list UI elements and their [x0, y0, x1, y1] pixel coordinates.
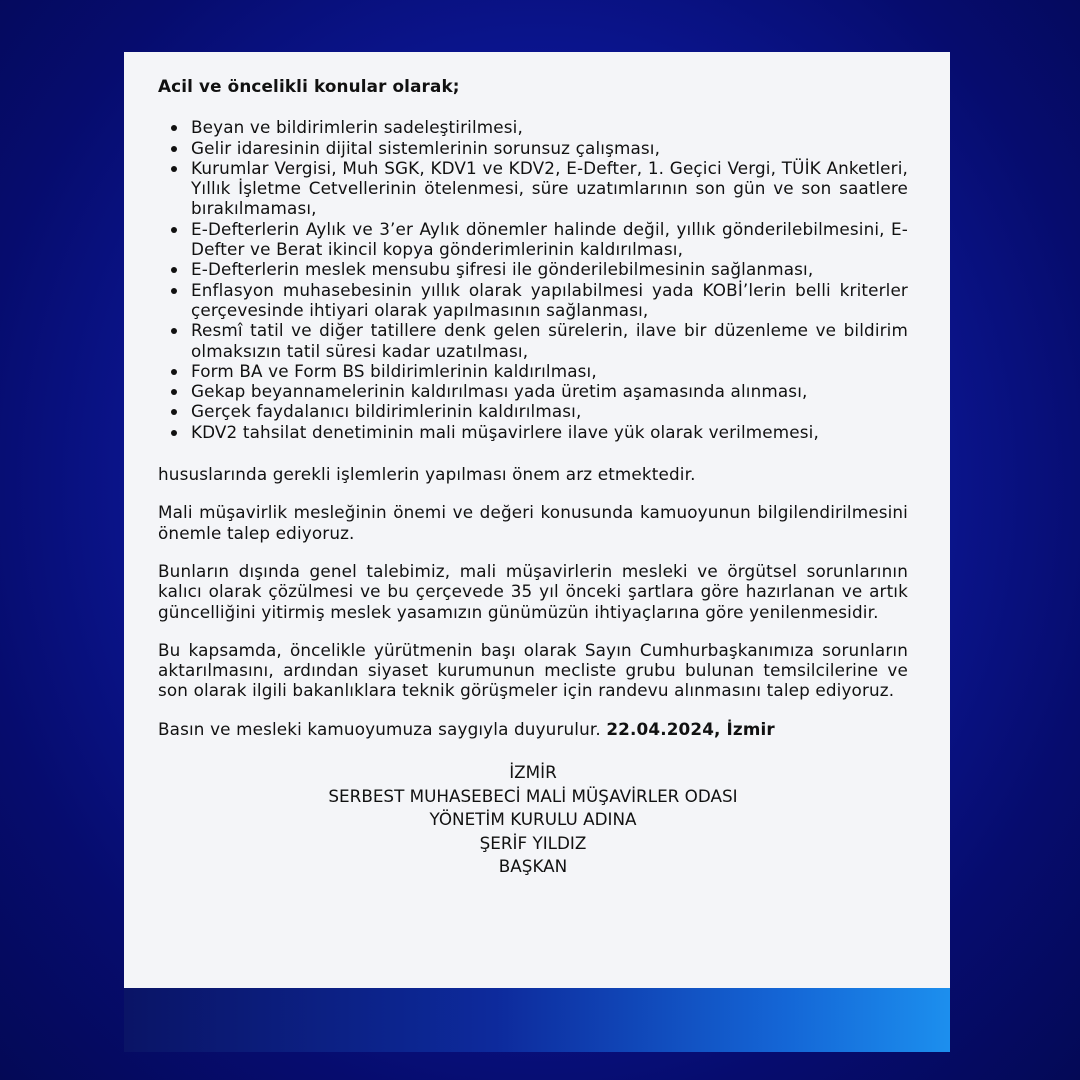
list-item: E-Defterlerin meslek mensubu şifresi ile gönderilebilmesinin sağlanması,: [191, 259, 908, 279]
list-item: E-Defterlerin Aylık ve 3’er Aylık dönemler halinde değil, yıllık gönderilebilmesini, E-Defter ve Berat ikincil kopya gönderimlerinin kaldırılması,: [191, 218, 908, 260]
list-item: Resmî tatil ve diğer tatillere denk gelen sürelerin, ilave bir düzenleme ve bildirim olmaksızın tatil süresi kadar uzatılması,: [191, 320, 908, 361]
paragraph-meeting-request: Bu kapsamda, öncelikle yürütmenin başı olarak Sayın Cumhurbaşkanımıza sorunların aktarılmasını, ardından siyaset kurumunun mecliste grubu bulunan temsilcilerine ve son olarak ilgili bakanlıklara teknik görüşmeler için randevu alınmasını talep ediyoruz.: [158, 639, 908, 701]
signature-name: ŞERİF YILDIZ: [479, 832, 587, 853]
document-body: [158, 76, 908, 739]
signature-city: İZMİR: [509, 762, 557, 783]
list-item: Beyan ve bildirimlerin sadeleştirilmesi,: [191, 117, 908, 137]
request-list: [158, 117, 908, 442]
list-item: Form BA ve Form BS bildirimlerinin kaldırılması,: [191, 361, 908, 381]
list-item: Enflasyon muhasebesinin yıllık olarak yapılabilmesi yada KOBİ’lerin belli kriterler çerçevesinde ihtiyari olarak yapılmasının sağlanması,: [191, 279, 908, 320]
signature-organization: SERBEST MUHASEBECİ MALİ MÜŞAVİRLER ODASI: [328, 785, 738, 806]
paragraph-general-request: Bunların dışında genel talebimiz, mali müşavirlerin mesleki ve örgütsel sorunlarının kalıcı olarak çözülmesi ve bu çerçevede 35 yıl önceki şartlara göre hazırlanan ve artık güncelliğini yitirmiş meslek yasamızın günümüzün ihtiyaçlarına göre yenilenmesidir.: [158, 560, 908, 622]
list-item: Kurumlar Vergisi, Muh SGK, KDV1 ve KDV2, E-Defter, 1. Geçici Vergi, TÜİK Anketleri, Yıllık İşletme Cetvellerinin ötelenmesi, süre uzatımlarının son gün ve son saatlere bırakılmaması,: [191, 157, 908, 219]
closing-date: 22.04.2024, İzmir: [606, 718, 775, 739]
closing-line: [158, 719, 908, 739]
list-item: Gelir idaresinin dijital sistemlerinin sorunsuz çalışması,: [191, 138, 908, 158]
bottom-gradient-band: [124, 988, 950, 1052]
paragraph-public-info: Mali müşavirlik mesleğinin önemi ve değeri konusunda kamuoyunun bilgilendirilmesini önemle talep ediyoruz.: [158, 502, 908, 543]
document-heading: Acil ve öncelikli konular olarak;: [158, 76, 460, 96]
signature-board: YÖNETİM KURULU ADINA: [429, 809, 637, 830]
paragraph-conclusion: hususlarında gerekli işlemlerin yapılması önem arz etmektedir.: [158, 464, 696, 485]
list-item: Gerçek faydalanıcı bildirimlerinin kaldırılması,: [191, 401, 908, 421]
signature-block: [158, 761, 908, 879]
document-page: [124, 52, 950, 988]
list-item: KDV2 tahsilat denetiminin mali müşavirlere ilave yük olarak verilmemesi,: [191, 422, 908, 442]
closing-text: Basın ve mesleki kamuoyumuza saygıyla duyurulur.: [158, 718, 601, 739]
list-item: Gekap beyannamelerinin kaldırılması yada üretim aşamasında alınması,: [191, 381, 908, 401]
signature-title: BAŞKAN: [498, 856, 568, 877]
